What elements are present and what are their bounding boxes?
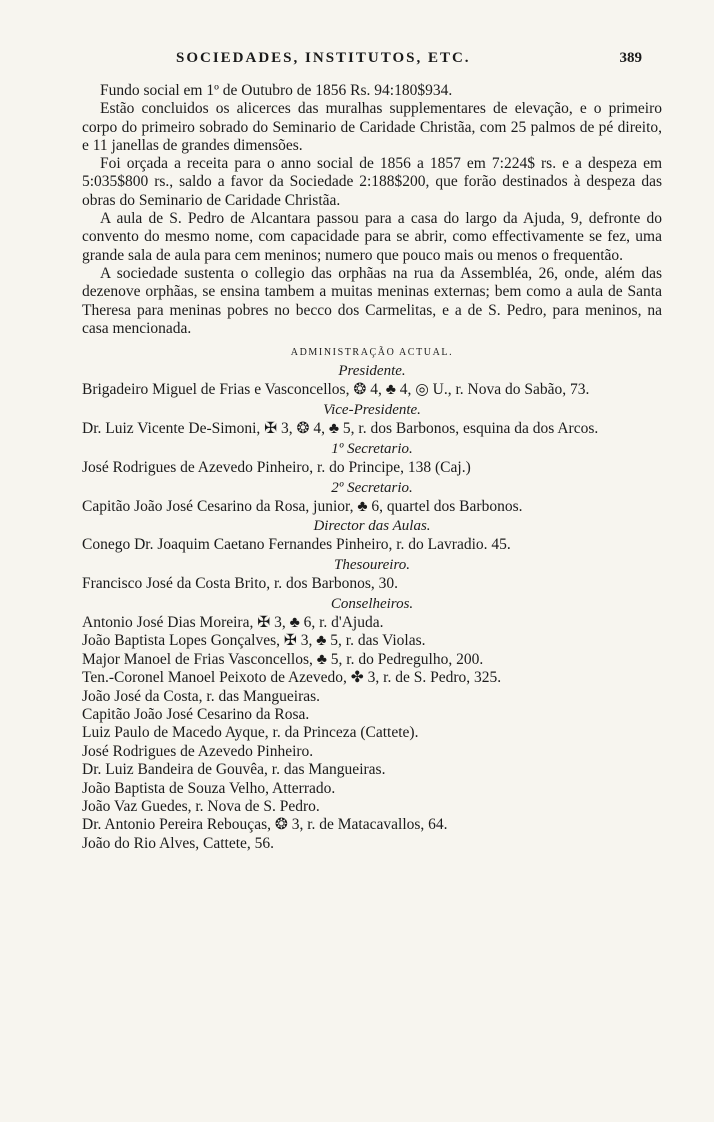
role-vice-presidente: Vice-Presidente.	[323, 401, 421, 418]
officer-vice-presidente: Dr. Luiz Vicente De-Simoni, ✠ 3, ❂ 4, ♣ 5, r. dos Barbonos, esquina da dos Arcos.	[82, 419, 599, 437]
role-presidente: Presidente.	[338, 363, 406, 380]
page-number: 389	[619, 50, 642, 66]
officer-director: Conego Dr. Joaquim Caetano Fernandes Pinheiro, r. do Lavradio. 45.	[82, 536, 511, 554]
running-title: SOCIEDADES, INSTITUTOS, ETC.	[176, 50, 471, 66]
list-item: Capitão João José Cesarino da Rosa.	[82, 705, 310, 723]
list-item: João Baptista Lopes Gonçalves, ✠ 3, ♣ 5, r. das Violas.	[82, 632, 426, 650]
conselheiros-list	[82, 614, 662, 853]
list-item: João Baptista de Souza Velho, Atterrado.	[82, 779, 336, 797]
role-tesoureiro: Thesoureiro.	[334, 557, 410, 574]
list-item: Major Manoel de Frias Vasconcellos, ♣ 5, r. do Pedregulho, 200.	[82, 650, 484, 668]
paragraph-alicerces: Estão concluidos os alicerces das muralhas supplementares de elevação, e o primeiro corpo do primeiro sobrado do Seminario de Caridade Christãa, com 25 palmos de pé direito, e 11 janellas de grandes dimensões.	[82, 100, 662, 154]
role-secretario-1: 1º Secretario.	[331, 440, 413, 457]
officer-secretario-1: José Rodrigues de Azevedo Pinheiro, r. do Principe, 138 (Caj.)	[82, 458, 471, 476]
list-item: João José da Costa, r. das Mangueiras.	[82, 687, 321, 705]
list-item: Ten.-Coronel Manoel Peixoto de Azevedo, ✤ 3, r. de S. Pedro, 325.	[82, 669, 502, 687]
page-header	[82, 50, 662, 72]
list-item: João Vaz Guedes, r. Nova de S. Pedro.	[82, 798, 320, 815]
role-secretario-2: 2º Secretario.	[331, 479, 413, 496]
list-item: Luiz Paulo de Macedo Ayque, r. da Princeza (Cattete).	[82, 724, 419, 742]
list-item: Antonio José Dias Moreira, ✠ 3, ♣ 6, r. d'Ajuda.	[82, 613, 384, 631]
officer-secretario-2: Capitão João José Cesarino da Rosa, junior, ♣ 6, quartel dos Barbonos.	[82, 497, 523, 515]
list-item: José Rodrigues de Azevedo Pinheiro.	[82, 742, 314, 760]
list-item: Dr. Antonio Pereira Rebouças, ❂ 3, r. de Matacavallos, 64.	[82, 816, 448, 834]
paragraph-aula-s-pedro: A aula de S. Pedro de Alcantara passou para a casa do largo da Ajuda, 9, defronte do convento do mesmo nome, com capacidade para se abrir, como effectivamente se fez, uma grande sala de aula para cem meninos; numero que pouco mais ou menos o frequentão.	[82, 210, 662, 264]
officer-tesoureiro: Francisco José da Costa Brito, r. dos Barbonos, 30.	[82, 575, 399, 593]
role-conselheiros: Conselheiros.	[330, 595, 414, 612]
page	[82, 50, 662, 853]
admin-heading: ADMINISTRAÇÃO ACTUAL.	[290, 347, 454, 359]
role-director: Director das Aulas.	[313, 518, 431, 535]
paragraph-fundo-social: Fundo social em 1º de Outubro de 1856 Rs. 94:180$934.	[100, 82, 453, 99]
officer-presidente: Brigadeiro Miguel de Frias e Vasconcellos, ❂ 4, ♣ 4, ◎ U., r. Nova do Sabão, 73.	[82, 381, 590, 399]
paragraph-receita: Foi orçada a receita para o anno social de 1856 a 1857 em 7:224$ rs. e a despeza em 5:035$800 rs., saldo a favor da Sociedade 2:188$200, que forão destinados à despeza das obras do Seminario de Caridade Christãa.	[82, 155, 662, 209]
list-item: Dr. Luiz Bandeira de Gouvêa, r. das Mangueiras.	[82, 761, 386, 779]
list-item: João do Rio Alves, Cattete, 56.	[82, 834, 275, 852]
paragraph-collegio: A sociedade sustenta o collegio das orphãas na rua da Assembléa, 26, onde, além das dezenove orphãas, se ensina tambem a muitas meninas externas; bem como a aula de Santa Theresa para meninas pobres no becco dos Carmelitas, e a de S. Pedro, para meninos, na casa mencionada.	[82, 264, 662, 337]
